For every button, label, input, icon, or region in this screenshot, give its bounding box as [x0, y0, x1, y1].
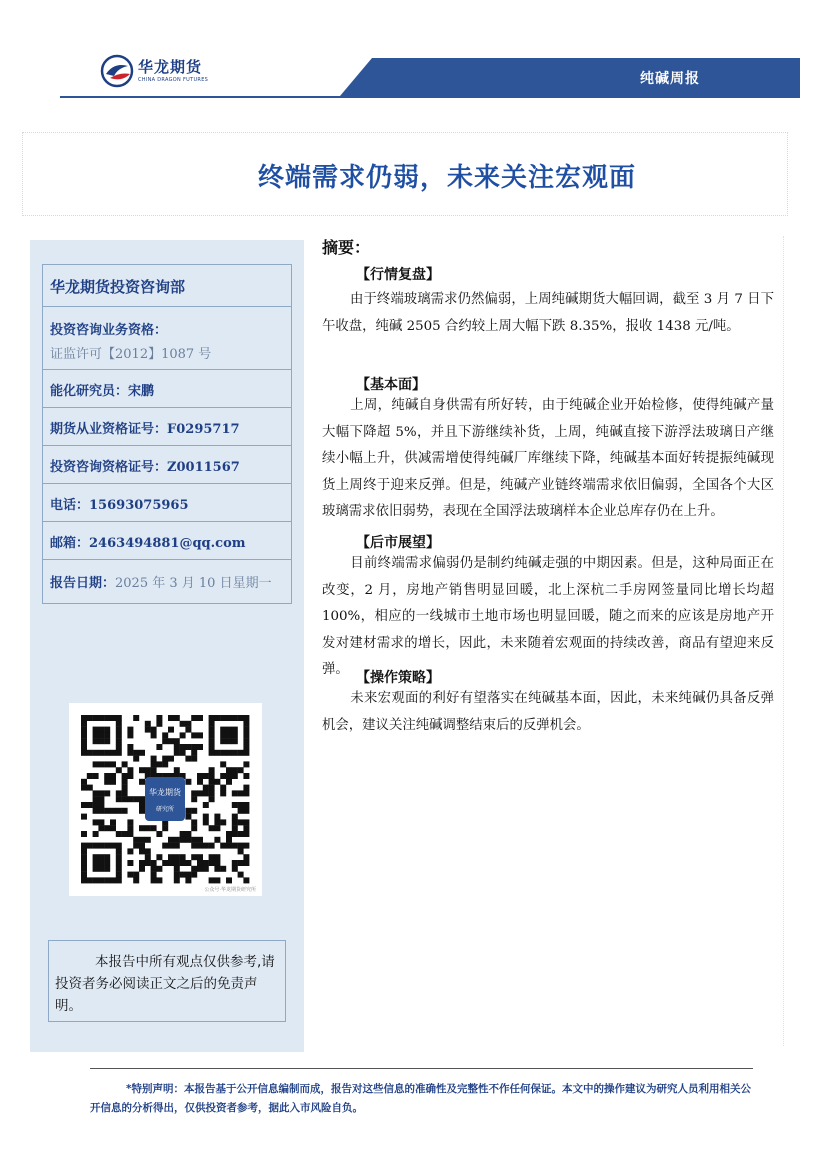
qr-center-sub: 研究所	[155, 806, 175, 813]
qr-center-badge	[145, 777, 185, 821]
logo-subtitle: CHINA DRAGON FUTURES	[138, 76, 209, 83]
qr-code-icon	[69, 703, 262, 896]
date-value: 2025 年 3 月 10 日星期一	[115, 576, 272, 591]
qualification-row	[43, 306, 291, 369]
section-text-outlook	[322, 551, 774, 684]
qr-caption: 公众号·华龙期货研究所	[204, 887, 256, 893]
department-name: 华龙期货投资咨询部	[50, 278, 186, 296]
content-divider	[783, 236, 784, 1046]
futures-cert-value: F0295717	[167, 422, 240, 437]
researcher-row	[43, 369, 291, 407]
section-text-review	[322, 287, 774, 340]
outlook-text: 目前终端需求偏弱仍是制约纯碱走强的中期因素。但是，这种局面正在改变，2 月，房地产销售明显回暖，北上深杭二手房网签量同比增长均超 100%，相应的一线城市土地市场也明显回暖，随之而来的应该是房地产开发对建材需求的增长，因此，未来随着宏观面的持续改善，商品有望迎来反弹。	[322, 556, 774, 677]
qr-code	[69, 703, 262, 896]
qualification-value: 证监许可【2012】1087 号	[50, 347, 212, 362]
section-title-outlook: 【后市展望】	[356, 535, 440, 551]
consult-cert-label: 投资咨询资格证号：	[50, 460, 168, 475]
section-text-strategy	[322, 686, 774, 739]
abstract-label: 摘要：	[322, 238, 371, 257]
email-label: 邮箱：	[50, 536, 90, 551]
date-row	[43, 559, 291, 603]
section-title-fundamentals: 【基本面】	[356, 377, 426, 393]
department-row	[43, 265, 291, 306]
phone-row	[43, 483, 291, 521]
section-text-fundamentals	[322, 393, 774, 526]
researcher-label: 能化研究员：	[50, 384, 129, 399]
logo-name: 华龙期货	[138, 57, 203, 76]
footer-statement-text: *特别声明：本报告基于公开信息编制而成，报告对这些信息的准确性及完整性不作任何保证。本文中的操作建议为研究人员利用相关公开信息的分析得出，仅供投资者参考，据此入市风险自负。	[90, 1083, 751, 1114]
review-text: 由于终端玻璃需求仍然偏弱，上周纯碱期货大幅回调，截至 3 月 7 日下午收盘，纯碱 2505 合约较上周大幅下跌 8.35%，报收 1438 元/吨。	[322, 292, 774, 334]
disclaimer-text: 本报告中所有观点仅供参考,请投资者务必阅读正文之后的免责声明。	[55, 954, 275, 1014]
report-title: 终端需求仍弱，未来关注宏观面	[258, 163, 637, 193]
header-rule	[60, 96, 800, 98]
section-title-review: 【行情复盘】	[356, 267, 440, 283]
footer-rule	[90, 1068, 753, 1069]
disclaimer-box	[48, 940, 286, 1022]
strategy-text: 未来宏观面的利好有望落实在纯碱基本面，因此，未来纯碱仍具备反弹机会，建议关注纯碱调整结束后的反弹机会。	[322, 691, 774, 733]
email-value: 2463494881@qq.com	[89, 536, 246, 551]
futures-cert-row	[43, 407, 291, 445]
fundamentals-text: 上周，纯碱自身供需有所好转，由于纯碱企业开始检修，使得纯碱产量大幅下降超 5%，并且下游继续补货，上周，纯碱直接下游浮法玻璃日产继续小幅上升，供减需增使得纯碱厂库继续下降，纯碱基本面好转提振纯碱现货上周终于迎来反弹。但是，纯碱产业链终端需求依旧偏弱，全国各个大区玻璃需求依旧弱势，表现在全国浮法玻璃样本企业总库存仍在上升。	[322, 398, 774, 519]
researcher-name: 宋鹏	[128, 384, 155, 399]
section-title-strategy: 【操作策略】	[356, 670, 440, 686]
futures-cert-label: 期货从业资格证号：	[50, 422, 168, 437]
consult-cert-row	[43, 445, 291, 483]
phone-value: 15693075965	[89, 498, 189, 513]
footer-statement	[90, 1080, 755, 1118]
phone-label: 电话：	[50, 498, 90, 513]
consult-cert-value: Z0011567	[167, 460, 240, 475]
email-row	[43, 521, 291, 559]
date-label: 报告日期：	[50, 576, 116, 591]
qr-center-label: 华龙期货	[149, 788, 181, 797]
abstract-header	[322, 235, 772, 258]
qualification-label: 投资咨询业务资格：	[50, 323, 168, 338]
report-type-label: 纯碱周报	[640, 71, 700, 87]
analyst-info-box	[42, 264, 292, 604]
